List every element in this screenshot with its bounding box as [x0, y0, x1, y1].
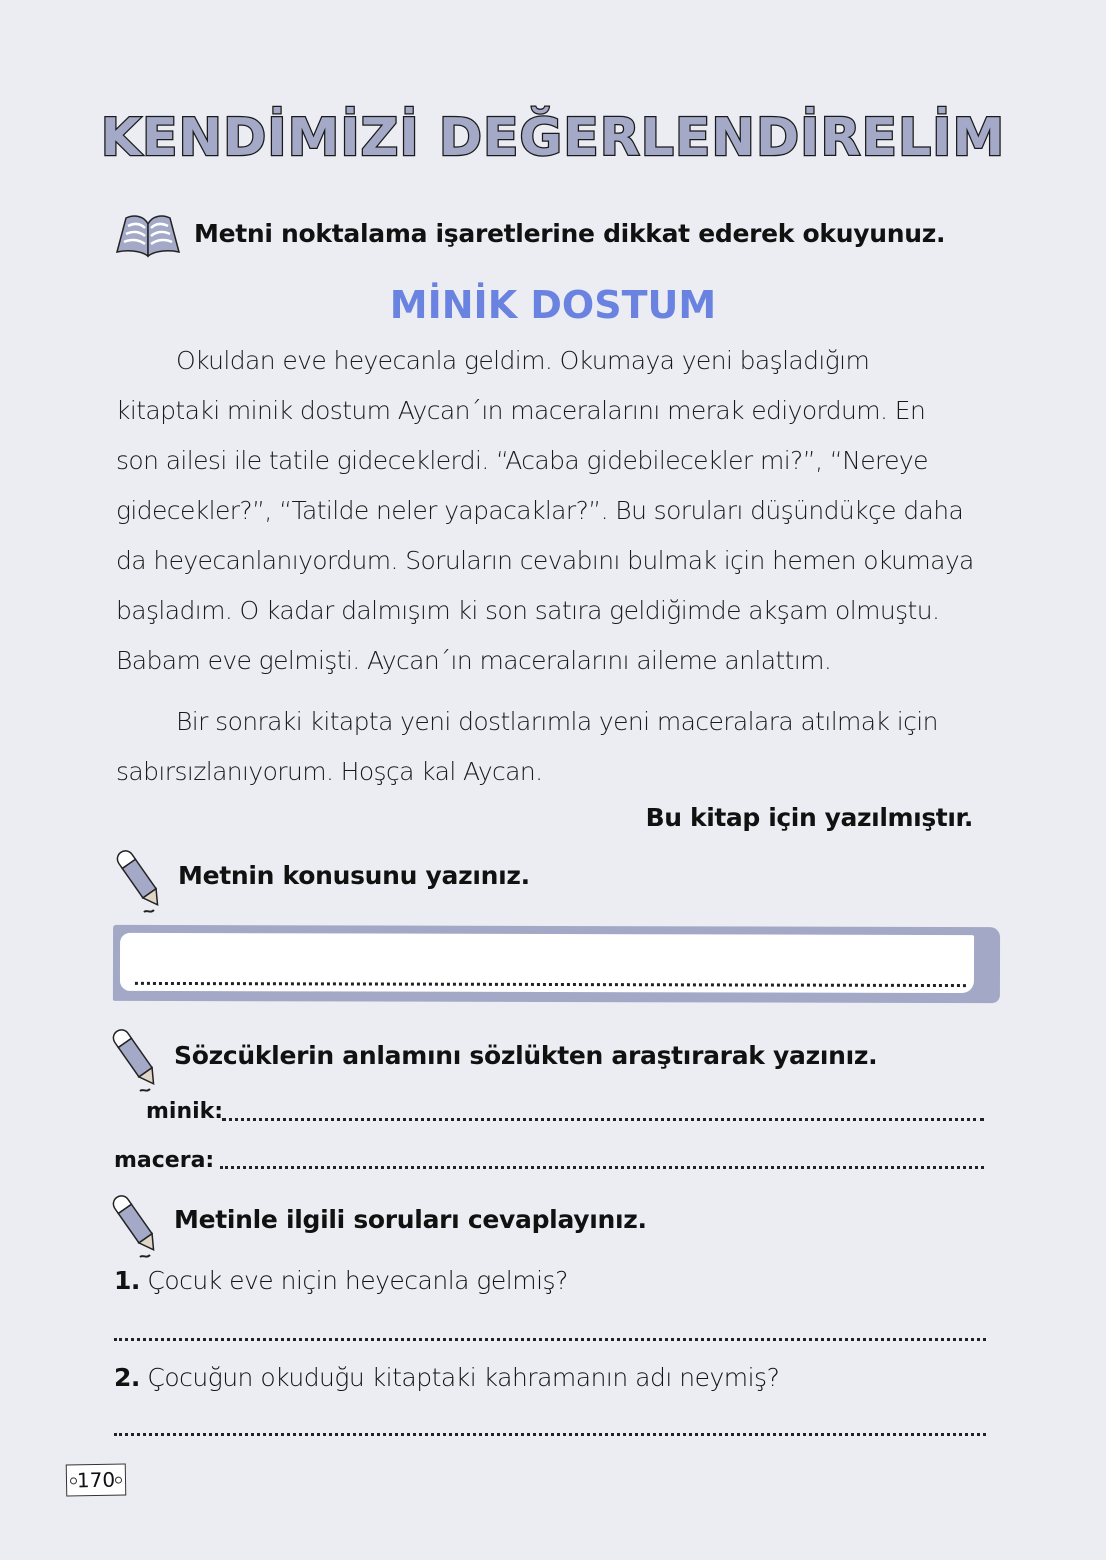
word-label-minik: minik: [146, 1099, 224, 1124]
answer-line[interactable] [135, 982, 966, 987]
story-line: da heyecanlanıyordum. Soruların cevabını bulmak için hemen okumaya [116, 546, 974, 575]
question-1 [114, 1266, 568, 1295]
open-book-icon [114, 210, 182, 260]
story-paragraph-2 [116, 697, 986, 797]
word-label-macera: macera: [114, 1148, 215, 1173]
page-number: 170 [66, 1463, 127, 1496]
story-line: başladım. O kadar dalmışım ki son satıra geldiğimde akşam olmuştu. [116, 596, 940, 625]
page-title: KENDİMİZİ DEĞERLENDİRELİM [100, 108, 1006, 168]
question-number: 2. [114, 1363, 140, 1392]
story-line: Babam eve gelmişti. Aycan´ın maceralarını aileme anlattım. [116, 646, 832, 675]
story-line: sabırsızlanıyorum. Hoşça kal Aycan. [116, 757, 543, 786]
task3-instruction: Metinle ilgili soruları cevaplayınız. [174, 1205, 647, 1234]
question-text: Çocuğun okuduğu kitaptaki kahramanın adı neymiş? [147, 1363, 780, 1392]
story-line: son ailesi ile tatile gideceklerdi. “Acaba gidebilecekler mi?”, “Nereye [116, 446, 928, 475]
macera-answer-line[interactable] [220, 1166, 984, 1169]
story-title: MİNİK DOSTUM [389, 283, 717, 327]
story-paragraph-1 [116, 336, 986, 686]
pencil-icon [112, 1027, 160, 1097]
question-text: Çocuk eve niçin heyecanla gelmiş? [147, 1266, 568, 1295]
source-note: Bu kitap için yazılmıştır. [645, 803, 973, 832]
task1-instruction: Metnin konusunu yazınız. [178, 861, 530, 890]
story-line: Bir sonraki kitapta yeni dostlarımla yeni maceralara atılmak için [176, 707, 938, 736]
story-line: kitaptaki minik dostum Aycan´ın maceralarını merak ediyordum. En [116, 396, 926, 425]
reading-instruction: Metni noktalama işaretlerine dikkat ederek okuyunuz. [194, 219, 946, 248]
topic-answer-box[interactable] [113, 925, 1000, 1003]
question-number: 1. [114, 1266, 140, 1295]
question-2 [114, 1363, 779, 1392]
pencil-icon [116, 848, 164, 918]
question-1-answer-line[interactable] [114, 1338, 986, 1341]
story-line: gidecekler?”, “Tatilde neler yapacaklar?”. Bu soruları düşündükçe daha [116, 496, 964, 525]
task2-instruction: Sözcüklerin anlamını sözlükten araştırarak yazınız. [174, 1041, 878, 1070]
minik-answer-line[interactable] [222, 1118, 984, 1121]
story-line: Okuldan eve heyecanla geldim. Okumaya yeni başladığım [176, 346, 870, 375]
question-2-answer-line[interactable] [114, 1433, 986, 1436]
pencil-icon [112, 1193, 160, 1263]
